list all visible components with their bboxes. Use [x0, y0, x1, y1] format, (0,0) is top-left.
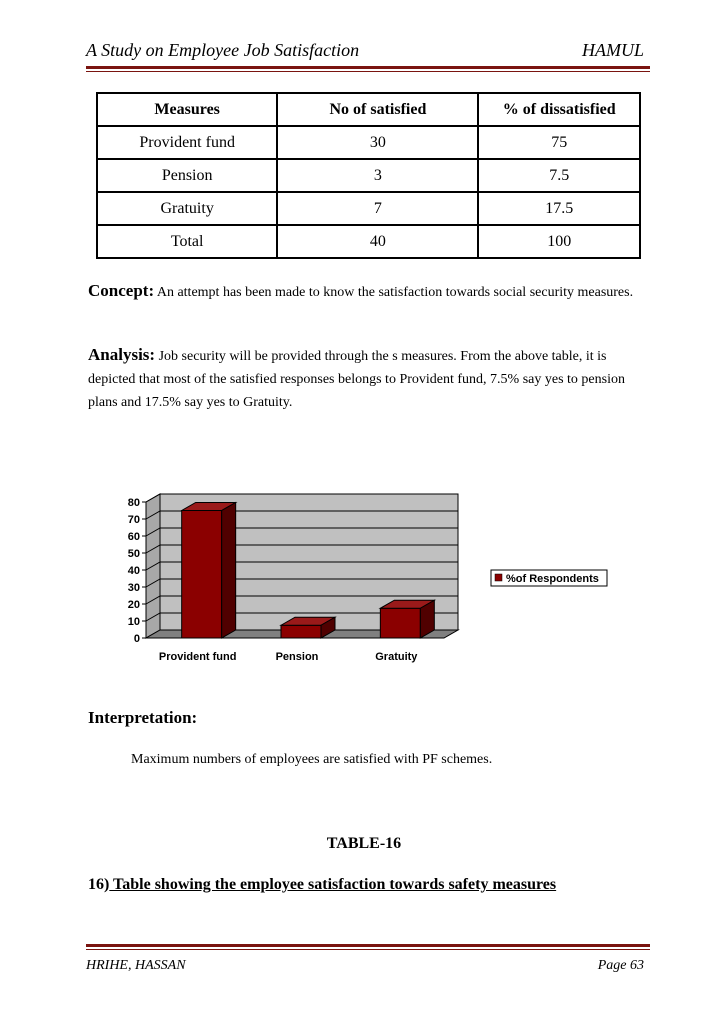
table-row [97, 192, 640, 225]
y-tick-label: 50 [127, 548, 140, 560]
table-header-cell: No of satisfied [277, 93, 478, 126]
x-tick-label: Pension [275, 651, 319, 663]
footer-rule [86, 944, 650, 947]
header-rule [86, 66, 650, 69]
table-cell: Provident fund [97, 126, 277, 159]
footer-rule-thin [86, 949, 650, 950]
table-row [97, 225, 640, 258]
page-number: Page 63 [597, 958, 644, 973]
table-row [97, 126, 640, 159]
table-header-cell: % of dissatisfied [478, 93, 640, 126]
interpretation-title: Interpretation: [88, 708, 198, 727]
x-tick-label: Gratuity [375, 651, 418, 663]
section-heading [88, 876, 556, 894]
analysis-paragraph [88, 343, 648, 414]
legend-swatch [495, 574, 502, 581]
y-tick-label: 20 [127, 599, 140, 611]
table-header-cell: Measures [97, 93, 277, 126]
y-tick-label: 30 [127, 582, 140, 594]
y-tick-label: 80 [127, 497, 140, 509]
analysis-text: Job security will be provided through the s measures. From the above table, it is depicted that most of the satisfied responses belongs to Provident fund, 7.5% say yes to pension plans and 17.5% say yes to Gratuity. [88, 349, 625, 410]
bar-front [182, 511, 222, 639]
table-cell: Total [97, 225, 277, 258]
table-cell: 100 [478, 225, 640, 258]
y-tick-label: 0 [133, 633, 140, 645]
bar-front [281, 625, 321, 638]
table-row [97, 159, 640, 192]
table-cell: 3 [277, 159, 478, 192]
header-rule-thin [86, 71, 650, 72]
footer-institution: HRIHE, HASSAN [86, 958, 186, 973]
table-cell: Pension [97, 159, 277, 192]
table-cell: 7.5 [478, 159, 640, 192]
y-tick-label: 40 [127, 565, 140, 577]
concept-text: An attempt has been made to know the satisfaction towards social security measures. [156, 285, 634, 300]
bar-side [222, 503, 236, 639]
y-tick-label: 60 [127, 531, 140, 543]
y-tick-label: 70 [127, 514, 140, 526]
table-cell: Gratuity [97, 192, 277, 225]
table-cell: 40 [277, 225, 478, 258]
table-cell: 30 [277, 126, 478, 159]
table-cell: 17.5 [478, 192, 640, 225]
running-header-title: A Study on Employee Job Satisfaction [86, 40, 360, 60]
running-header-right: HAMUL [582, 40, 644, 60]
interpretation-text: Maximum numbers of employees are satisfied with PF schemes. [131, 752, 493, 767]
measures-table [96, 92, 641, 259]
x-tick-label: Provident fund [158, 651, 237, 663]
table-header-row [97, 93, 640, 126]
table-caption: TABLE-16 [326, 835, 402, 852]
section-number: 16) [88, 876, 110, 893]
concept-paragraph [88, 279, 648, 304]
legend-label: %of Respondents [506, 573, 599, 585]
y-tick-label: 10 [127, 616, 140, 628]
analysis-label: Analysis: [88, 345, 156, 364]
table-cell: 7 [277, 192, 478, 225]
concept-label: Concept: [88, 281, 155, 300]
table-cell: 75 [478, 126, 640, 159]
section-title: Table showing the employee satisfaction towards safety measures [109, 876, 557, 893]
bar-front [380, 608, 420, 638]
satisfaction-bar-chart [96, 486, 626, 676]
